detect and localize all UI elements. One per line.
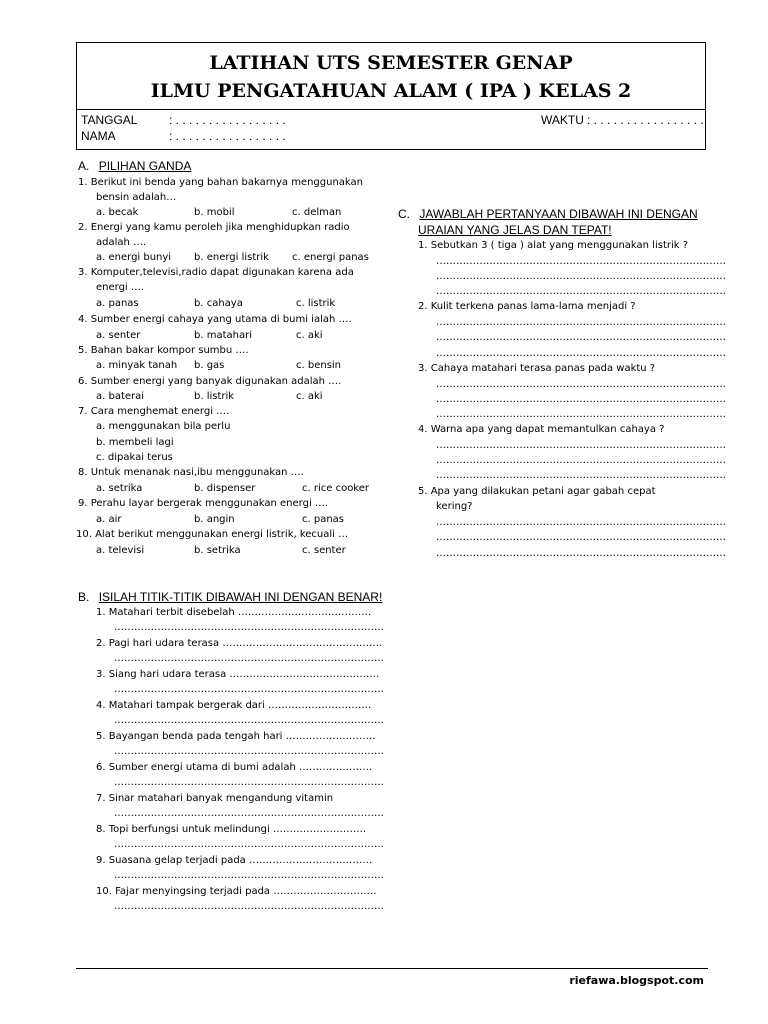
answer-line[interactable]: ……………………………………………………………………… (114, 808, 384, 819)
option-a[interactable]: a. setrika (96, 483, 143, 494)
footer-site[interactable]: riefawa.blogspot.com (569, 974, 704, 987)
title-line-1: LATIHAN UTS SEMESTER GENAP (209, 52, 573, 74)
question-a3-cont: energi …. (96, 282, 145, 293)
question-a2: 2. Energi yang kamu peroleh jika menghidupkan radio (78, 222, 350, 233)
option-b[interactable]: b. listrik (194, 391, 235, 402)
question-a10: 10. Alat berikut menggunakan energi listrik, kecuali … (76, 529, 349, 540)
answer-line[interactable]: …………………………………………………………………………… (436, 455, 726, 466)
fill-item-4: 4. Matahari tampak bergerak dari …………………………. (96, 700, 372, 711)
option-a[interactable]: a. becak (96, 207, 139, 218)
question-a1-cont: bensin adalah… (96, 192, 177, 203)
option-a[interactable]: a. panas (96, 298, 139, 309)
answer-line[interactable]: ……………………………………………………………………… (114, 715, 384, 726)
option-c[interactable]: c. senter (302, 545, 346, 556)
nama-label: NAMA (81, 129, 116, 143)
section-b-heading (78, 590, 382, 604)
option-c[interactable]: c. panas (302, 514, 345, 525)
option-b[interactable]: b. dispenser (194, 483, 256, 494)
question-a7: 7. Cara menghemat energi …. (78, 406, 230, 417)
section-a-title: PILIHAN GANDA (98, 159, 192, 173)
fill-item-1: 1. Matahari terbit disebelah …………………………………. (96, 607, 372, 618)
answer-line[interactable]: …………………………………………………………………………… (436, 286, 726, 297)
option-b[interactable]: b. membeli lagi (96, 437, 174, 448)
fill-item-9: 9. Suasana gelap terjadi pada ………………………………. (96, 855, 373, 866)
answer-line[interactable]: ……………………………………………………………………… (114, 901, 384, 912)
essay-q5-cont: kering? (436, 501, 473, 512)
section-c-title-1: JAWABLAH PERTANYAAN DIBAWAH INI DENGAN (419, 207, 698, 221)
essay-q5: 5. Apa yang dilakukan petani agar gabah cepat (418, 486, 656, 497)
essay-q3: 3. Cahaya matahari terasa panas pada waktu ? (418, 363, 656, 374)
option-a[interactable]: a. minyak tanah (96, 360, 178, 371)
header-box (76, 42, 706, 150)
answer-line[interactable]: …………………………………………………………………………… (436, 394, 726, 405)
answer-line[interactable]: …………………………………………………………………………… (436, 440, 726, 451)
section-b-letter: B. (78, 590, 90, 604)
answer-line[interactable]: …………………………………………………………………………… (436, 532, 726, 543)
fill-item-3: 3. Siang hari udara terasa ……………………………………… (96, 669, 380, 680)
option-b[interactable]: b. mobil (194, 207, 235, 218)
option-a[interactable]: a. televisi (96, 545, 145, 556)
section-a-heading (78, 159, 191, 173)
option-a[interactable]: a. baterai (96, 391, 145, 402)
question-a5: 5. Bahan bakar kompor sumbu …. (78, 345, 249, 356)
waktu-label: WAKTU (541, 113, 584, 127)
fill-item-6: 6. Sumber energi utama di bumi adalah …………………. (96, 762, 373, 773)
option-b[interactable]: b. cahaya (194, 298, 243, 309)
section-c-title-2: URAIAN YANG JELAS DAN TEPAT! (418, 223, 612, 237)
answer-line[interactable]: ……………………………………………………………………… (114, 684, 384, 695)
nama-field[interactable]: : . . . . . . . . . . . . . . . . . (169, 129, 286, 143)
answer-line[interactable]: ……………………………………………………………………… (114, 777, 384, 788)
answer-line[interactable]: …………………………………………………………………………… (436, 332, 726, 343)
tanggal-label: TANGGAL (81, 113, 138, 127)
answer-line[interactable]: …………………………………………………………………………… (436, 271, 726, 282)
essay-q2: 2. Kulit terkena panas lama-lama menjadi ? (418, 301, 636, 312)
section-c-heading (398, 207, 698, 221)
essay-q1: 1. Sebutkan 3 ( tiga ) alat yang menggunakan listrik ? (418, 240, 689, 251)
section-c-heading-cont (418, 223, 612, 237)
section-a-letter: A. (78, 159, 90, 173)
answer-line[interactable]: ……………………………………………………………………… (114, 746, 384, 757)
option-a[interactable]: a. energi bunyi (96, 252, 172, 263)
answer-line[interactable]: ……………………………………………………………………… (114, 622, 384, 633)
header-divider (77, 109, 705, 110)
answer-line[interactable]: ……………………………………………………………………… (114, 653, 384, 664)
option-b[interactable]: b. gas (194, 360, 225, 371)
footer-divider (76, 968, 708, 969)
fill-item-8: 8. Topi berfungsi untuk melindungi ………………………. (96, 824, 367, 835)
answer-line[interactable]: …………………………………………………………………………… (436, 548, 726, 559)
answer-line[interactable]: …………………………………………………………………………… (436, 470, 726, 481)
option-c[interactable]: c. listrik (296, 298, 336, 309)
question-a4: 4. Sumber energi cahaya yang utama di bumi ialah …. (78, 314, 352, 325)
answer-line[interactable]: …………………………………………………………………………… (436, 317, 726, 328)
option-c[interactable]: c. energi panas (292, 252, 369, 263)
answer-line[interactable]: …………………………………………………………………………… (436, 379, 726, 390)
answer-line[interactable]: …………………………………………………………………………… (436, 409, 726, 420)
tanggal-field[interactable]: : . . . . . . . . . . . . . . . . . (169, 113, 286, 127)
answer-line[interactable]: ……………………………………………………………………… (114, 839, 384, 850)
fill-item-10: 10. Fajar menyingsing terjadi pada …………………………. (96, 886, 377, 897)
question-a3: 3. Komputer,televisi,radio dapat digunakan karena ada (78, 267, 354, 278)
essay-q4: 4. Warna apa yang dapat memantulkan cahaya ? (418, 424, 665, 435)
question-a2-cont: adalah …. (96, 237, 147, 248)
option-a[interactable]: a. air (96, 514, 122, 525)
question-a8: 8. Untuk menanak nasi,ibu menggunakan …. (78, 467, 304, 478)
option-c[interactable]: c. dipakai terus (96, 452, 173, 463)
option-c[interactable]: c. aki (296, 391, 323, 402)
answer-line[interactable]: …………………………………………………………………………… (436, 348, 726, 359)
section-c-letter: C. (398, 207, 410, 221)
title-line-2: ILMU PENGATAHUAN ALAM ( IPA ) KELAS 2 (150, 80, 632, 102)
question-a6: 6. Sumber energi yang banyak digunakan adalah …. (78, 376, 342, 387)
option-c[interactable]: c. delman (292, 207, 342, 218)
fill-item-7: 7. Sinar matahari banyak mengandung vitamin (96, 793, 334, 804)
question-a9: 9. Perahu layar bergerak menggunakan energi …. (78, 498, 329, 509)
question-a1: 1. Berikut ini benda yang bahan bakarnya menggunakan (78, 177, 364, 188)
fill-item-2: 2. Pagi hari udara terasa ………………………………………… (96, 638, 383, 649)
option-b[interactable]: b. energi listrik (194, 252, 269, 263)
answer-line[interactable]: ……………………………………………………………………… (114, 870, 384, 881)
option-b[interactable]: b. setrika (194, 545, 241, 556)
option-a[interactable]: a. menggunakan bila perlu (96, 421, 231, 432)
option-c[interactable]: c. rice cooker (302, 483, 370, 494)
option-b[interactable]: b. matahari (194, 330, 252, 341)
waktu-field[interactable]: : . . . . . . . . . . . . . . . . . (587, 113, 704, 127)
option-b[interactable]: b. angin (194, 514, 235, 525)
fill-item-5: 5. Bayangan benda pada tengah hari ……………………… (96, 731, 376, 742)
option-c[interactable]: c. aki (296, 330, 323, 341)
answer-line[interactable]: …………………………………………………………………………… (436, 517, 726, 528)
option-a[interactable]: a. senter (96, 330, 141, 341)
section-b-title: ISILAH TITIK-TITIK DIBAWAH INI DENGAN BENAR! (98, 590, 383, 604)
answer-line[interactable]: …………………………………………………………………………… (436, 256, 726, 267)
option-c[interactable]: c. bensin (296, 360, 342, 371)
